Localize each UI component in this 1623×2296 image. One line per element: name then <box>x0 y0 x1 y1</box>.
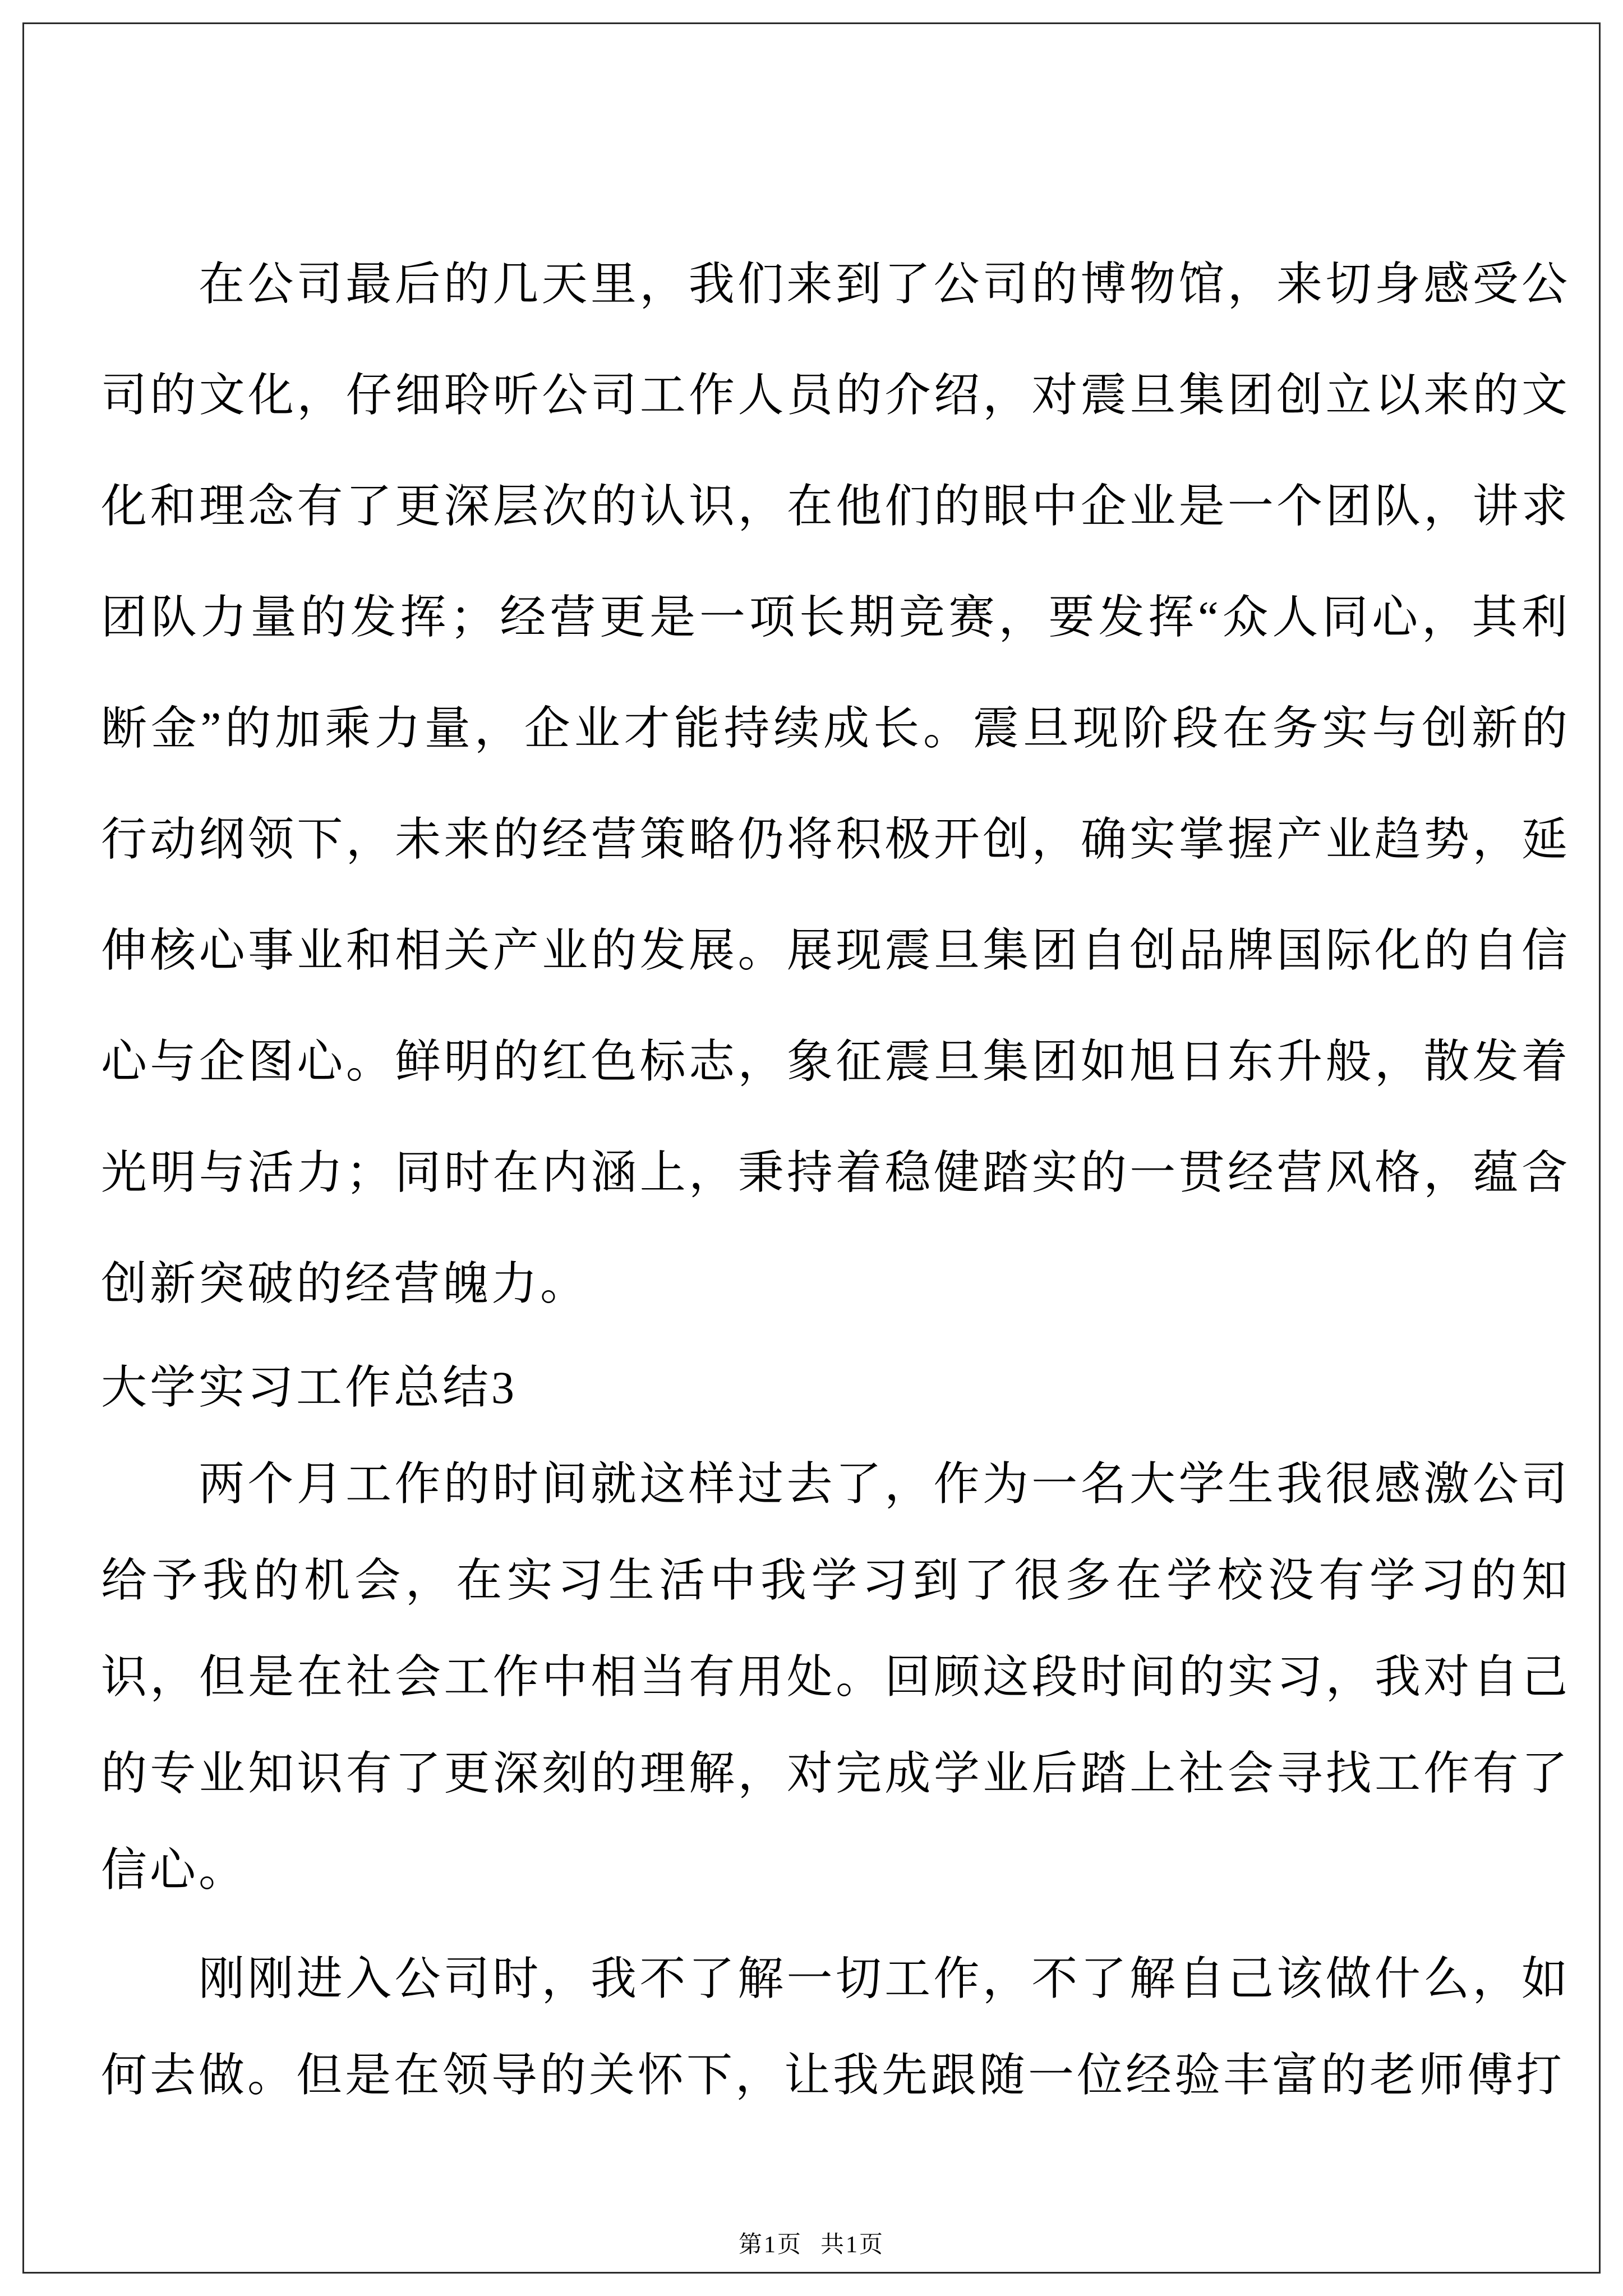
section-heading-summary-3: 大学实习工作总结3 <box>101 1362 518 1413</box>
page-border-frame <box>22 22 1601 2274</box>
document-content <box>101 229 1570 2124</box>
footer-total-pages: 共1页 <box>820 2232 885 2258</box>
page-footer <box>24 2226 1599 2260</box>
footer-page-number: 第1页 <box>738 2232 803 2258</box>
paragraph-company-museum: 在公司最后的几天里，我们来到了公司的博物馆，来切身感受公司的文化，仔细聆听公司工作人员的介绍，对震旦集团创立以来的文化和理念有了更深层次的认识，在他们的眼中企业是一个团队，讲求团队力量的发挥；经营更是一项长期竞赛，要发挥“众人同心，其利断金”的加乘力量，企业才能持续成长。震旦现阶段在务实与创新的行动纲领下，未来的经营策略仍将积极开创，确实掌握产业趋势，延伸核心事业和相关产业的发展。展现震旦集团自创品牌国际化的自信心与企图心。鲜明的红色标志，象征震旦集团如旭日东升般，散发着光明与活力；同时在内涵上，秉持着稳健踏实的一贯经营风格，蕴含创新突破的经营魄力。 <box>101 259 1570 1309</box>
paragraph-joining-company: 刚刚进入公司时，我不了解一切工作，不了解自己该做什么，如何去做。但是在领导的关怀下，让我先跟随一位经验丰富的老师傅打 <box>101 1953 1570 2101</box>
paragraph-two-months: 两个月工作的时间就这样过去了，作为一名大学生我很感激公司给予我的机会，在实习生活中我学习到了很多在学校没有学习的知识，但是在社会工作中相当有用处。回顾这段时间的实习，我对自己的专业知识有了更深刻的理解，对完成学业后踏上社会寻找工作有了信心。 <box>101 1458 1570 1895</box>
